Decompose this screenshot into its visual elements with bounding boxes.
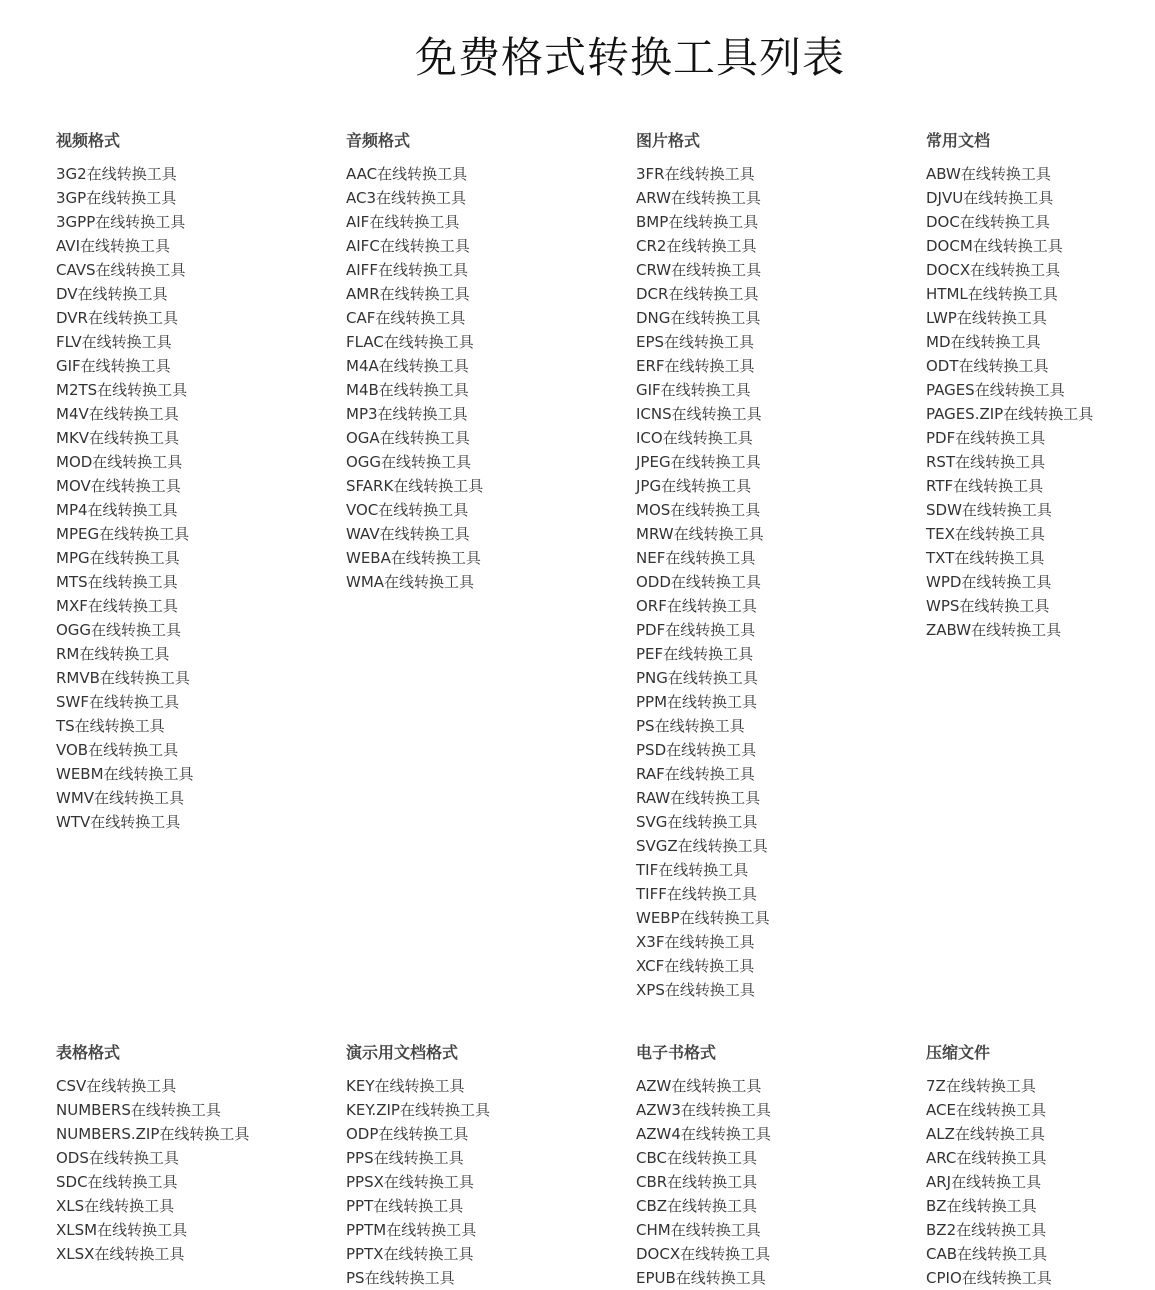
list-item — [636, 642, 926, 666]
list-item — [56, 618, 346, 642]
converter-link-ppt[interactable]: PPT在线转换工具 — [346, 1197, 464, 1215]
converter-link-oga[interactable]: OGA在线转换工具 — [346, 429, 470, 447]
converter-link-bz[interactable]: BZ在线转换工具 — [926, 1197, 1037, 1215]
converter-link-mpeg[interactable]: MPEG在线转换工具 — [56, 525, 190, 543]
list-item — [636, 498, 926, 522]
list-item — [926, 450, 1155, 474]
list-item — [56, 498, 346, 522]
converter-link-abw[interactable]: ABW在线转换工具 — [926, 165, 1051, 183]
converter-link-doc[interactable]: DOC在线转换工具 — [926, 213, 1050, 231]
list-item — [56, 546, 346, 570]
list-item — [346, 210, 636, 234]
converter-link-sdc[interactable]: SDC在线转换工具 — [56, 1173, 178, 1191]
converter-link-icns[interactable]: ICNS在线转换工具 — [636, 405, 762, 423]
converter-link-odp[interactable]: ODP在线转换工具 — [346, 1125, 469, 1143]
list-item — [346, 426, 636, 450]
converter-link-rtf[interactable]: RTF在线转换工具 — [926, 477, 1044, 495]
converter-link-chm[interactable]: CHM在线转换工具 — [636, 1221, 761, 1239]
section-heading: 电子书格式 — [636, 1043, 717, 1062]
list-item — [926, 522, 1155, 546]
converter-link-epub[interactable]: EPUB在线转换工具 — [636, 1269, 766, 1287]
converter-link-avi[interactable]: AVI在线转换工具 — [56, 237, 170, 255]
converter-link-key[interactable]: KEY在线转换工具 — [346, 1077, 465, 1095]
converter-link-voc[interactable]: VOC在线转换工具 — [346, 501, 469, 519]
list-item — [636, 858, 926, 882]
list-item — [636, 570, 926, 594]
list-item — [56, 522, 346, 546]
converter-link-txt[interactable]: TXT在线转换工具 — [926, 549, 1045, 567]
list-item — [346, 570, 636, 594]
list-item — [346, 378, 636, 402]
converter-link-eps[interactable]: EPS在线转换工具 — [636, 333, 755, 351]
list-item — [636, 906, 926, 930]
list-item — [926, 1218, 1155, 1242]
converter-link-ps[interactable]: PS在线转换工具 — [346, 1269, 455, 1287]
list-item — [346, 1098, 636, 1122]
converter-link-csv[interactable]: CSV在线转换工具 — [56, 1077, 177, 1095]
list-item — [56, 594, 346, 618]
converter-link-m4v[interactable]: M4V在线转换工具 — [56, 405, 179, 423]
list-item — [636, 282, 926, 306]
list-item — [636, 1194, 926, 1218]
converter-link-list — [56, 1074, 346, 1266]
list-item — [56, 450, 346, 474]
list-item — [926, 618, 1155, 642]
converter-link-ico[interactable]: ICO在线转换工具 — [636, 429, 753, 447]
converter-link-7z[interactable]: 7Z在线转换工具 — [926, 1077, 1036, 1095]
converter-link-cavs[interactable]: CAVS在线转换工具 — [56, 261, 186, 279]
converter-link-html[interactable]: HTML在线转换工具 — [926, 285, 1058, 303]
format-section — [636, 1040, 926, 1290]
list-item — [926, 258, 1155, 282]
list-item — [56, 786, 346, 810]
converter-link-ts[interactable]: TS在线转换工具 — [56, 717, 165, 735]
list-item — [346, 1122, 636, 1146]
list-item — [56, 378, 346, 402]
list-item — [636, 930, 926, 954]
converter-link-pps[interactable]: PPS在线转换工具 — [346, 1149, 464, 1167]
converter-link-list — [346, 162, 636, 594]
list-item — [56, 1146, 346, 1170]
list-item — [56, 1194, 346, 1218]
converter-link-docx[interactable]: DOCX在线转换工具 — [926, 261, 1061, 279]
converter-link-docm[interactable]: DOCM在线转换工具 — [926, 237, 1063, 255]
converter-link-cbz[interactable]: CBZ在线转换工具 — [636, 1197, 758, 1215]
converter-link-cr2[interactable]: CR2在线转换工具 — [636, 237, 757, 255]
converter-link-list — [636, 1074, 926, 1290]
list-item — [926, 402, 1155, 426]
list-item — [346, 474, 636, 498]
list-item — [926, 546, 1155, 570]
converter-link-docx[interactable]: DOCX在线转换工具 — [636, 1245, 771, 1263]
list-item — [926, 498, 1155, 522]
list-item — [636, 306, 926, 330]
list-item — [926, 282, 1155, 306]
list-item — [636, 162, 926, 186]
list-item — [636, 1266, 926, 1290]
list-item — [346, 1266, 636, 1290]
converter-link-xcf[interactable]: XCF在线转换工具 — [636, 957, 755, 975]
list-item — [926, 1122, 1155, 1146]
converter-link-xps[interactable]: XPS在线转换工具 — [636, 981, 755, 999]
list-item — [56, 1098, 346, 1122]
list-item — [56, 234, 346, 258]
converter-link-rm[interactable]: RM在线转换工具 — [56, 645, 170, 663]
list-item — [926, 1170, 1155, 1194]
list-item — [636, 1146, 926, 1170]
list-item — [346, 450, 636, 474]
converter-link-list — [346, 1074, 636, 1290]
list-item — [636, 210, 926, 234]
format-section — [926, 128, 1155, 1002]
converter-link-mos[interactable]: MOS在线转换工具 — [636, 501, 761, 519]
list-item — [56, 738, 346, 762]
converter-link-ogg[interactable]: OGG在线转换工具 — [346, 453, 472, 471]
converter-link-mts[interactable]: MTS在线转换工具 — [56, 573, 178, 591]
converter-link-aifc[interactable]: AIFC在线转换工具 — [346, 237, 470, 255]
list-item — [346, 1194, 636, 1218]
list-item — [926, 378, 1155, 402]
list-item — [346, 330, 636, 354]
list-item — [56, 426, 346, 450]
list-item — [56, 306, 346, 330]
converter-link-arc[interactable]: ARC在线转换工具 — [926, 1149, 1047, 1167]
converter-link-wmv[interactable]: WMV在线转换工具 — [56, 789, 185, 807]
converter-link-tiff[interactable]: TIFF在线转换工具 — [636, 885, 757, 903]
converter-link-webm[interactable]: WEBM在线转换工具 — [56, 765, 194, 783]
converter-link-flac[interactable]: FLAC在线转换工具 — [346, 333, 474, 351]
list-item — [346, 522, 636, 546]
converter-link-3fr[interactable]: 3FR在线转换工具 — [636, 165, 755, 183]
section-heading: 表格格式 — [56, 1043, 121, 1062]
converter-link-vob[interactable]: VOB在线转换工具 — [56, 741, 179, 759]
converter-link-wav[interactable]: WAV在线转换工具 — [346, 525, 470, 543]
list-item — [636, 426, 926, 450]
list-item — [926, 1074, 1155, 1098]
converter-link-mrw[interactable]: MRW在线转换工具 — [636, 525, 764, 543]
list-item — [636, 954, 926, 978]
converter-link-dng[interactable]: DNG在线转换工具 — [636, 309, 761, 327]
converter-link-ods[interactable]: ODS在线转换工具 — [56, 1149, 179, 1167]
page-title: 免费格式转换工具列表 — [414, 33, 845, 82]
list-item — [636, 786, 926, 810]
converter-link-m4a[interactable]: M4A在线转换工具 — [346, 357, 469, 375]
list-item — [926, 1098, 1155, 1122]
converter-link-dcr[interactable]: DCR在线转换工具 — [636, 285, 759, 303]
list-item — [926, 234, 1155, 258]
list-item — [926, 330, 1155, 354]
converter-link-pdf[interactable]: PDF在线转换工具 — [926, 429, 1046, 447]
list-item — [636, 450, 926, 474]
converter-link-zabw[interactable]: ZABW在线转换工具 — [926, 621, 1062, 639]
converter-link-pages[interactable]: PAGES在线转换工具 — [926, 381, 1065, 399]
converter-link-jpg[interactable]: JPG在线转换工具 — [636, 477, 752, 495]
section-heading: 音频格式 — [346, 131, 411, 150]
list-item — [636, 594, 926, 618]
converter-link-svgz[interactable]: SVGZ在线转换工具 — [636, 837, 768, 855]
converter-link-bmp[interactable]: BMP在线转换工具 — [636, 213, 759, 231]
converter-link-raw[interactable]: RAW在线转换工具 — [636, 789, 761, 807]
converter-link-mpg[interactable]: MPG在线转换工具 — [56, 549, 180, 567]
converter-link-pdf[interactable]: PDF在线转换工具 — [636, 621, 756, 639]
list-item — [346, 1074, 636, 1098]
converter-link-ogg[interactable]: OGG在线转换工具 — [56, 621, 182, 639]
converter-link-dv[interactable]: DV在线转换工具 — [56, 285, 168, 303]
list-item — [56, 282, 346, 306]
converter-link-ace[interactable]: ACE在线转换工具 — [926, 1101, 1046, 1119]
converter-link-ps[interactable]: PS在线转换工具 — [636, 717, 745, 735]
converter-link-gif[interactable]: GIF在线转换工具 — [636, 381, 751, 399]
converter-link-azw3[interactable]: AZW3在线转换工具 — [636, 1101, 771, 1119]
list-item — [926, 354, 1155, 378]
list-item — [56, 210, 346, 234]
list-item — [636, 810, 926, 834]
converter-link-tex[interactable]: TEX在线转换工具 — [926, 525, 1045, 543]
list-item — [636, 618, 926, 642]
list-item — [636, 378, 926, 402]
format-section — [636, 128, 926, 1002]
list-item — [636, 834, 926, 858]
converter-link-mkv[interactable]: MKV在线转换工具 — [56, 429, 180, 447]
converter-link-cbc[interactable]: CBC在线转换工具 — [636, 1149, 757, 1167]
converter-link-psd[interactable]: PSD在线转换工具 — [636, 741, 757, 759]
list-item — [636, 762, 926, 786]
converter-link-crw[interactable]: CRW在线转换工具 — [636, 261, 762, 279]
converter-link-sdw[interactable]: SDW在线转换工具 — [926, 501, 1052, 519]
converter-link-ppsx[interactable]: PPSX在线转换工具 — [346, 1173, 474, 1191]
converter-link-rst[interactable]: RST在线转换工具 — [926, 453, 1046, 471]
converter-link-odt[interactable]: ODT在线转换工具 — [926, 357, 1049, 375]
converter-link-cab[interactable]: CAB在线转换工具 — [926, 1245, 1048, 1263]
list-item — [636, 714, 926, 738]
converter-link-wps[interactable]: WPS在线转换工具 — [926, 597, 1050, 615]
list-item — [926, 594, 1155, 618]
list-item — [926, 1146, 1155, 1170]
section-heading: 常用文档 — [926, 131, 991, 150]
converter-link-pages-zip[interactable]: PAGES.ZIP在线转换工具 — [926, 405, 1094, 423]
list-item — [926, 306, 1155, 330]
converter-link-flv[interactable]: FLV在线转换工具 — [56, 333, 172, 351]
converter-link-list — [56, 162, 346, 834]
list-item — [636, 522, 926, 546]
list-item — [56, 666, 346, 690]
converter-link-lwp[interactable]: LWP在线转换工具 — [926, 309, 1047, 327]
converter-link-djvu[interactable]: DJVU在线转换工具 — [926, 189, 1054, 207]
converter-link-tif[interactable]: TIF在线转换工具 — [636, 861, 749, 879]
list-item — [926, 186, 1155, 210]
list-item — [636, 1242, 926, 1266]
list-item — [636, 1170, 926, 1194]
converter-link-ac3[interactable]: AC3在线转换工具 — [346, 189, 467, 207]
list-item — [346, 1146, 636, 1170]
converter-link-alz[interactable]: ALZ在线转换工具 — [926, 1125, 1045, 1143]
converter-link-pptx[interactable]: PPTX在线转换工具 — [346, 1245, 474, 1263]
list-item — [346, 258, 636, 282]
list-item — [56, 330, 346, 354]
converter-link-azw[interactable]: AZW在线转换工具 — [636, 1077, 762, 1095]
converter-link-list — [926, 162, 1155, 642]
list-item — [636, 354, 926, 378]
converter-link-arj[interactable]: ARJ在线转换工具 — [926, 1173, 1042, 1191]
format-section — [56, 1040, 346, 1290]
format-sections-row-1 — [56, 128, 1155, 1002]
list-item — [56, 1218, 346, 1242]
list-item — [56, 1170, 346, 1194]
converter-link-svg[interactable]: SVG在线转换工具 — [636, 813, 758, 831]
converter-link-x3f[interactable]: X3F在线转换工具 — [636, 933, 755, 951]
list-item — [346, 498, 636, 522]
format-section — [346, 1040, 636, 1290]
list-item — [56, 162, 346, 186]
converter-link-pef[interactable]: PEF在线转换工具 — [636, 645, 754, 663]
converter-link-list — [926, 1074, 1155, 1290]
list-item — [346, 1218, 636, 1242]
converter-link-m2ts[interactable]: M2TS在线转换工具 — [56, 381, 188, 399]
section-heading: 演示用文档格式 — [346, 1043, 459, 1062]
section-heading: 视频格式 — [56, 131, 121, 150]
list-item — [926, 210, 1155, 234]
converter-link-odd[interactable]: ODD在线转换工具 — [636, 573, 761, 591]
converter-link-m4b[interactable]: M4B在线转换工具 — [346, 381, 469, 399]
list-item — [636, 690, 926, 714]
converter-link-pptm[interactable]: PPTM在线转换工具 — [346, 1221, 477, 1239]
converter-link-3g2[interactable]: 3G2在线转换工具 — [56, 165, 177, 183]
converter-link-rmvb[interactable]: RMVB在线转换工具 — [56, 669, 190, 687]
list-item — [926, 1266, 1155, 1290]
list-item — [346, 282, 636, 306]
converter-link-xls[interactable]: XLS在线转换工具 — [56, 1197, 175, 1215]
converter-link-arw[interactable]: ARW在线转换工具 — [636, 189, 761, 207]
converter-link-cbr[interactable]: CBR在线转换工具 — [636, 1173, 758, 1191]
list-item — [926, 1194, 1155, 1218]
format-section — [56, 128, 346, 1002]
list-item — [636, 186, 926, 210]
list-item — [56, 714, 346, 738]
converter-link-mov[interactable]: MOV在线转换工具 — [56, 477, 181, 495]
list-item — [636, 978, 926, 1002]
list-item — [346, 1242, 636, 1266]
list-item — [56, 186, 346, 210]
list-item — [56, 762, 346, 786]
converter-link-md[interactable]: MD在线转换工具 — [926, 333, 1041, 351]
section-heading: 图片格式 — [636, 131, 701, 150]
list-item — [926, 1242, 1155, 1266]
converter-link-aiff[interactable]: AIFF在线转换工具 — [346, 261, 468, 279]
list-item — [636, 402, 926, 426]
list-item — [636, 666, 926, 690]
list-item — [56, 810, 346, 834]
converter-link-webp[interactable]: WEBP在线转换工具 — [636, 909, 770, 927]
list-item — [56, 402, 346, 426]
list-item — [346, 402, 636, 426]
converter-link-dvr[interactable]: DVR在线转换工具 — [56, 309, 178, 327]
list-item — [636, 330, 926, 354]
list-item — [636, 882, 926, 906]
list-item — [346, 306, 636, 330]
converter-link-bz2[interactable]: BZ2在线转换工具 — [926, 1221, 1047, 1239]
converter-link-numbers[interactable]: NUMBERS在线转换工具 — [56, 1101, 221, 1119]
converter-link-key-zip[interactable]: KEY.ZIP在线转换工具 — [346, 1101, 490, 1119]
converter-link-aif[interactable]: AIF在线转换工具 — [346, 213, 460, 231]
converter-link-swf[interactable]: SWF在线转换工具 — [56, 693, 179, 711]
list-item — [56, 1242, 346, 1266]
converter-link-caf[interactable]: CAF在线转换工具 — [346, 309, 466, 327]
list-item — [636, 546, 926, 570]
list-item — [346, 1170, 636, 1194]
converter-link-amr[interactable]: AMR在线转换工具 — [346, 285, 470, 303]
converter-link-numbers-zip[interactable]: NUMBERS.ZIP在线转换工具 — [56, 1125, 250, 1143]
list-item — [56, 1074, 346, 1098]
converter-link-erf[interactable]: ERF在线转换工具 — [636, 357, 755, 375]
converter-link-sfark[interactable]: SFARK在线转换工具 — [346, 477, 484, 495]
converter-link-raf[interactable]: RAF在线转换工具 — [636, 765, 755, 783]
converter-link-3gpp[interactable]: 3GPP在线转换工具 — [56, 213, 186, 231]
converter-link-ppm[interactable]: PPM在线转换工具 — [636, 693, 758, 711]
converter-link-mxf[interactable]: MXF在线转换工具 — [56, 597, 178, 615]
list-item — [56, 690, 346, 714]
list-item — [926, 474, 1155, 498]
list-item — [346, 546, 636, 570]
list-item — [636, 1218, 926, 1242]
list-item — [56, 354, 346, 378]
list-item — [636, 1098, 926, 1122]
list-item — [636, 258, 926, 282]
list-item — [926, 426, 1155, 450]
format-section — [926, 1040, 1155, 1290]
list-item — [56, 1122, 346, 1146]
list-item — [346, 162, 636, 186]
list-item — [56, 570, 346, 594]
converter-link-xlsx[interactable]: XLSX在线转换工具 — [56, 1245, 185, 1263]
list-item — [636, 234, 926, 258]
converter-link-weba[interactable]: WEBA在线转换工具 — [346, 549, 481, 567]
converter-link-nef[interactable]: NEF在线转换工具 — [636, 549, 756, 567]
list-item — [56, 258, 346, 282]
list-item — [346, 186, 636, 210]
section-heading: 压缩文件 — [926, 1043, 991, 1062]
list-item — [346, 354, 636, 378]
converter-link-wtv[interactable]: WTV在线转换工具 — [56, 813, 181, 831]
list-item — [346, 234, 636, 258]
converter-link-mod[interactable]: MOD在线转换工具 — [56, 453, 183, 471]
list-item — [636, 1122, 926, 1146]
converter-link-wpd[interactable]: WPD在线转换工具 — [926, 573, 1052, 591]
converter-link-list — [636, 162, 926, 1002]
converter-link-3gp[interactable]: 3GP在线转换工具 — [56, 189, 177, 207]
converter-link-png[interactable]: PNG在线转换工具 — [636, 669, 758, 687]
converter-link-aac[interactable]: AAC在线转换工具 — [346, 165, 468, 183]
converter-link-xlsm[interactable]: XLSM在线转换工具 — [56, 1221, 188, 1239]
list-item — [636, 738, 926, 762]
converter-link-mp3[interactable]: MP3在线转换工具 — [346, 405, 468, 423]
converter-link-mp4[interactable]: MP4在线转换工具 — [56, 501, 178, 519]
list-item — [926, 570, 1155, 594]
list-item — [636, 1074, 926, 1098]
converter-link-wma[interactable]: WMA在线转换工具 — [346, 573, 475, 591]
list-item — [56, 474, 346, 498]
list-item — [56, 642, 346, 666]
format-section — [346, 128, 636, 1002]
converter-link-cpio[interactable]: CPIO在线转换工具 — [926, 1269, 1052, 1287]
converter-link-gif[interactable]: GIF在线转换工具 — [56, 357, 171, 375]
format-sections-row-2 — [56, 1040, 1155, 1290]
list-item — [926, 162, 1155, 186]
converter-link-orf[interactable]: ORF在线转换工具 — [636, 597, 757, 615]
list-item — [636, 474, 926, 498]
converter-link-jpeg[interactable]: JPEG在线转换工具 — [636, 453, 761, 471]
converter-link-azw4[interactable]: AZW4在线转换工具 — [636, 1125, 771, 1143]
